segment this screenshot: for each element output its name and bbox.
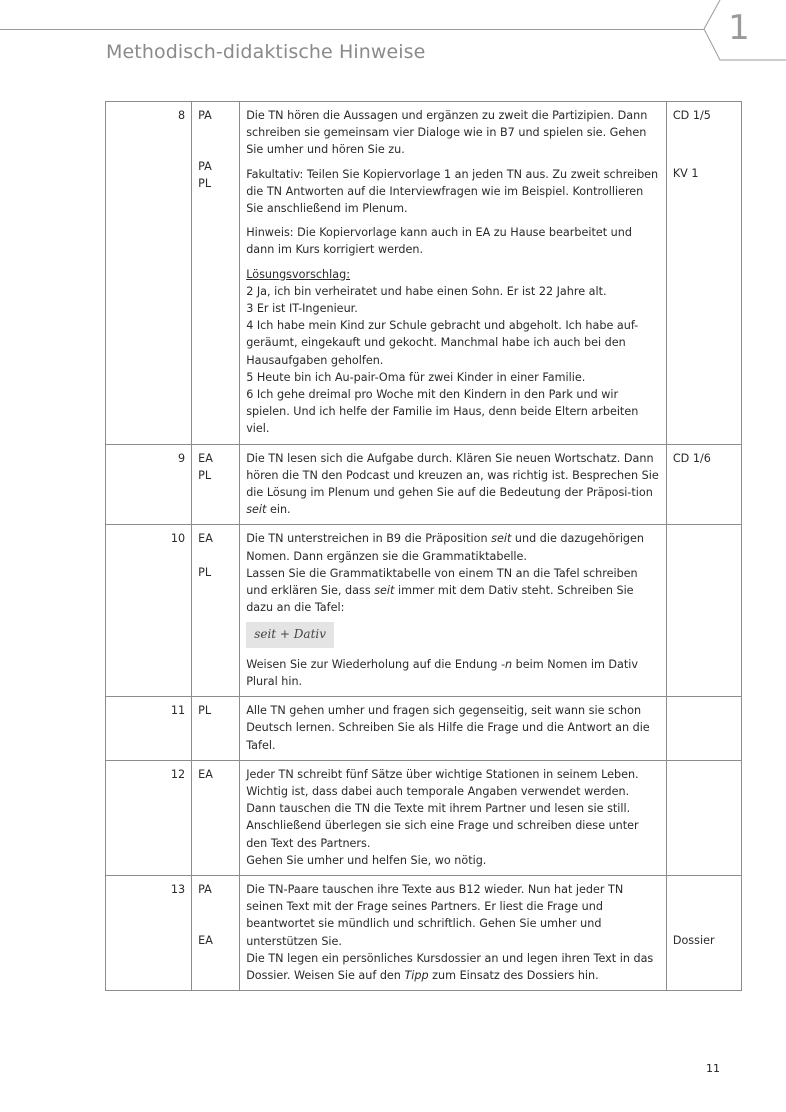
activity-cell	[240, 444, 667, 525]
activity-text: beim Nomen im Dativ Plural hin.	[246, 657, 639, 688]
social-form: EA PL	[192, 444, 240, 525]
step-number: 9	[106, 444, 192, 525]
page-number: 11	[706, 1062, 720, 1075]
social-form: PA PL	[198, 160, 212, 191]
activity-cell	[240, 525, 667, 697]
step-number: 12	[106, 760, 192, 875]
material-cell	[666, 760, 741, 875]
step-number: 11	[106, 697, 192, 761]
table-row	[106, 697, 742, 761]
social-form-cell	[192, 875, 240, 990]
hint-text: Hinweis: Die Kopiervorlage kann auch in EA zu Hause bearbeitet und dann im Kurs korrigiert werden.	[246, 226, 632, 257]
activity-text: und die dazugehörigen Nomen. Dann ergänzen sie die Grammatiktabelle.	[246, 532, 645, 563]
italic-term: seit	[374, 584, 395, 598]
social-form-cell	[192, 525, 240, 697]
step-number: 10	[106, 525, 192, 697]
material-label: Dossier	[672, 933, 715, 947]
social-form: PA	[198, 882, 212, 896]
instructions-table	[105, 101, 742, 991]
step-number: 8	[106, 102, 192, 445]
italic-term: seit	[246, 503, 267, 517]
chapter-number: 1	[728, 8, 750, 48]
activity-text: Die TN-Paare tauschen ihre Texte aus B12 wieder. Nun hat jeder TN seinen Text mit der Frage seines Partners. Er liest die Frage und beantwortet sie mündlich und schriftlich. Gehen Sie umher und unterstützen Sie.	[246, 882, 624, 948]
activity-text: Die TN unterstreichen in B9 die Präposition	[246, 532, 492, 546]
material-label: CD 1/6	[666, 444, 741, 525]
header-rule	[0, 29, 704, 30]
social-form: EA	[198, 933, 213, 947]
activity-cell	[240, 875, 667, 990]
material-cell	[666, 102, 741, 445]
activity-text: Alle TN gehen umher und fragen sich gegenseitig, seit wann sie schon Deutsch lernen. Schreiben Sie als Hilfe die Frage und die Antwort an die Tafel.	[240, 697, 667, 761]
activity-text: Die TN lesen sich die Aufgabe durch. Klären Sie neuen Wortschatz. Dann hören die TN den Podcast und kreuzen an, was richtig ist. Besprechen Sie die Lösung im Plenum und gehen Sie auf die Bedeutung der Präposi-tion	[246, 451, 659, 500]
material-label: KV 1	[672, 167, 699, 180]
activity-text: Fakultativ: Teilen Sie Kopiervorlage 1 an jeden TN aus. Zu zweit schreiben die TN Antworten auf die Interviewfragen wie im Beispiel. Kontrollieren Sie anschließend im Plenum.	[246, 167, 659, 216]
solution-title: Lösungsvorschlag:	[246, 267, 350, 281]
social-form: EA	[192, 760, 240, 875]
activity-text: Die TN hören die Aussagen und ergänzen zu zweit die Partizipien. Dann schreiben sie gemeinsam vier Dialoge wie in B7 und spielen sie. Gehen Sie umher und hören Sie zu.	[246, 109, 648, 157]
material-label: CD 1/5	[672, 109, 711, 122]
social-form-cell	[192, 102, 240, 445]
activity-text: immer mit dem Dativ steht. Schreiben Sie dazu an die Tafel:	[246, 584, 634, 615]
activity-text: Die TN legen ein persönliches Kursdossier an und legen ihren Text in das Dossier. Weisen Sie auf den	[246, 951, 654, 982]
table-row	[106, 102, 742, 445]
activity-text: Lassen Sie die Grammatiktabelle von einem TN an die Tafel schreiben und erklären Sie, dass	[246, 566, 638, 598]
table-row	[106, 760, 742, 875]
table-row	[106, 444, 742, 525]
solution-text: 2 Ja, ich bin verheiratet und habe einen Sohn. Er ist 22 Jahre alt. 3 Er ist IT-Ingenieur. 4 Ich habe mein Kind zur Schule gebracht und abgeholt. Ich habe auf-geräumt, eingekauft und gekocht. Manchmal habe ich auch bei den Hausaufgaben geholfen. 5 Heute bin ich Au-pair-Oma für zwei Kinder in einer Familie. 6 Ich gehe dreimal pro Woche mit den Kindern in den Park und wir spielen. Und ich helfe der Familie im Haus, denn beide Eltern arbeiten viel.	[246, 284, 639, 436]
italic-term: seit	[491, 532, 512, 546]
italic-term: -n	[500, 657, 513, 671]
step-number: 13	[106, 875, 192, 990]
social-form: PL	[192, 697, 240, 761]
italic-term: Tipp	[404, 968, 429, 982]
social-form: PA	[198, 109, 212, 122]
board-formula: seit + Dativ	[246, 622, 334, 647]
activity-text: Weisen Sie zur Wiederholung auf die Endung	[246, 657, 501, 671]
page-title: Methodisch-didaktische Hinweise	[106, 41, 426, 63]
activity-cell	[240, 102, 667, 445]
activity-text: zum Einsatz des Dossiers hin.	[428, 968, 599, 982]
material-cell	[666, 875, 741, 990]
activity-text: ein.	[266, 503, 291, 517]
material-cell	[666, 697, 741, 761]
table-row	[106, 875, 742, 990]
table-row	[106, 525, 742, 697]
social-form: EA	[198, 532, 213, 546]
activity-text: Jeder TN schreibt fünf Sätze über wichtige Stationen in seinem Leben. Wichtig ist, dass dabei auch temporale Angaben verwendet werden. Dann tauschen die TN die Texte mit ihrem Partner und lesen sie still. Anschließend überlegen sie sich eine Frage und schreiben diese unter den Text des Partners. Gehen Sie umher und helfen Sie, wo nötig.	[240, 760, 667, 875]
material-cell	[666, 525, 741, 697]
social-form: PL	[198, 566, 212, 580]
